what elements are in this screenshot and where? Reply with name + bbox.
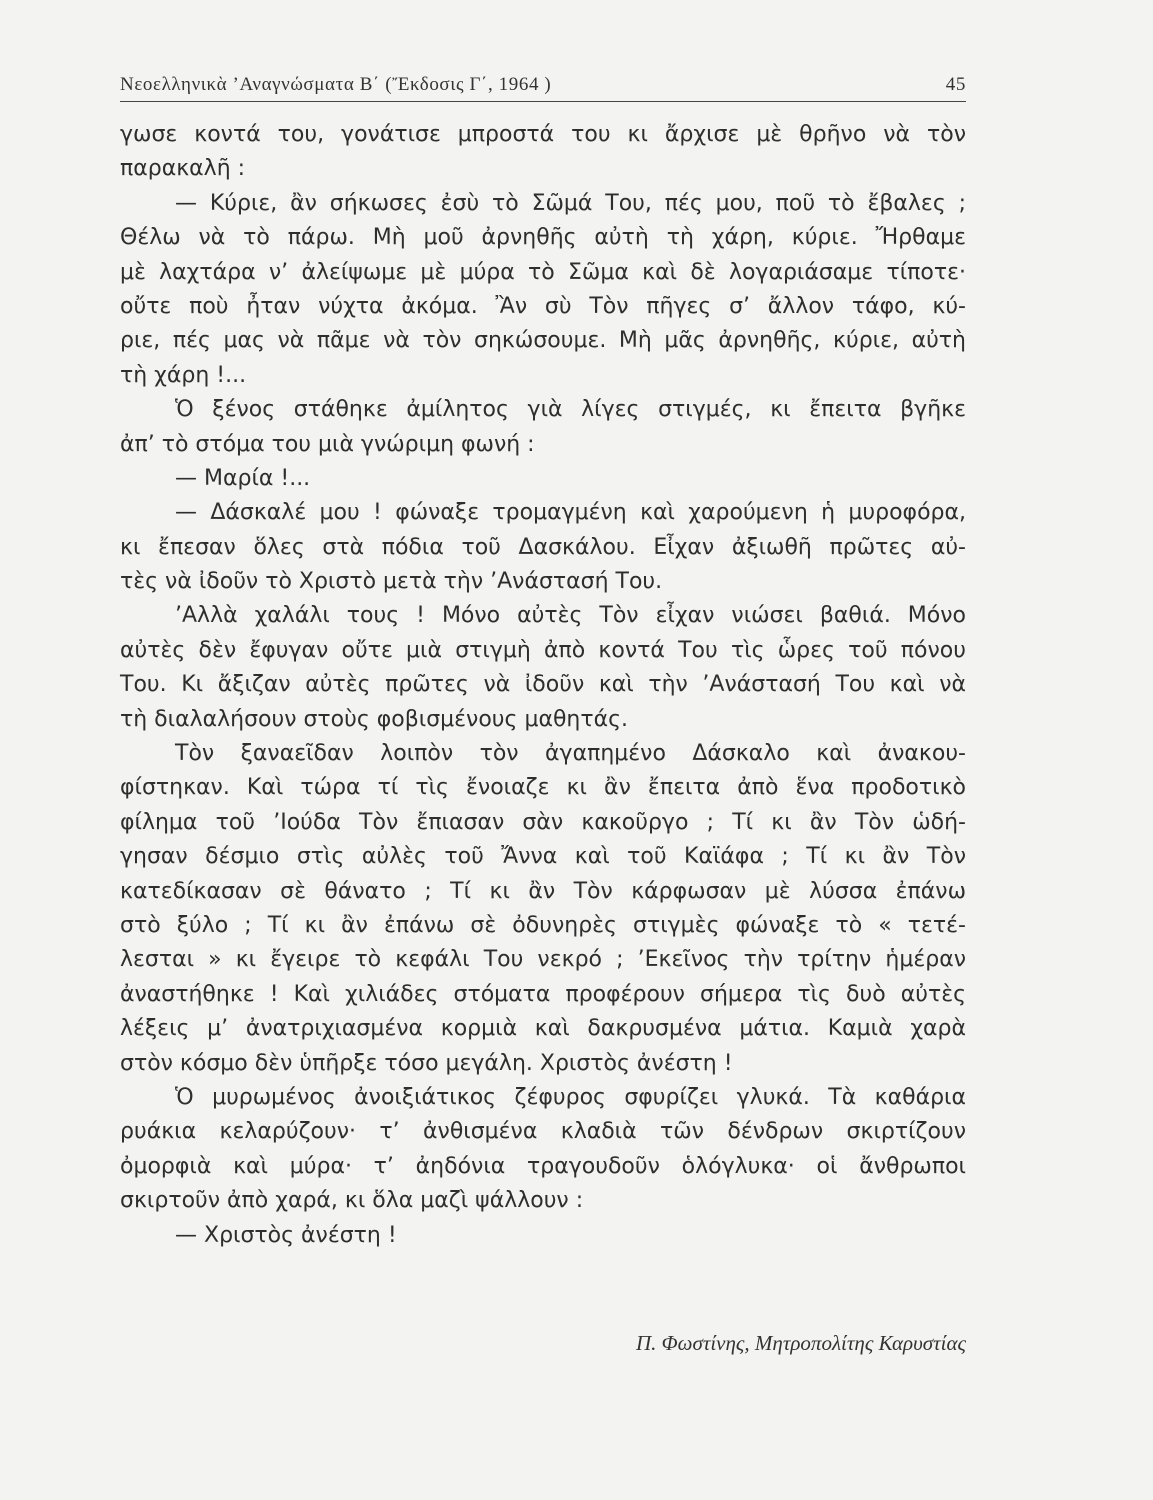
text-line: — Χριστὸς ἀνέστη ! <box>175 1222 397 1248</box>
text-line: ’Αλλὰ χαλάλι τους ! Μόνο αὐτὲς Τὸν εἶχαν νιώσει βαθιά. Μόνο <box>175 603 966 629</box>
text-line: τὲς νὰ ἰδοῦν τὸ Χριστὸ μετὰ τὴν ’Ανάστασή Του. <box>120 569 663 595</box>
text-line: Ὁ ξένος στάθηκε ἀμίλητος γιὰ λίγες στιγμές, κι ἔπειτα βγῆκε <box>175 397 966 423</box>
text-line: γησαν δέσμιο στὶς αὐλὲς τοῦ Ἄννα καὶ τοῦ Καϊάφα ; Τί κι ἂν Τὸν <box>120 844 966 870</box>
running-header <box>120 74 966 96</box>
text-line: γωσε κοντά του, γονάτισε μπροστά του κι ἄρχισε μὲ θρῆνο νὰ τὸν <box>120 122 966 147</box>
author-signature: Π. Φωστίνης, Μητροπολίτης Καρυστίας <box>635 1331 966 1355</box>
text-line: λεσται » κι ἔγειρε τὸ κεφάλι Του νεκρό ; ’Εκεῖνος τὴν τρίτην ἡμέραν <box>120 947 966 973</box>
text-line: ριε, πές μας νὰ πᾶμε νὰ τὸν σηκώσουμε. Μὴ μᾶς ἀρνηθῆς, κύριε, αὐτὴ <box>120 328 966 354</box>
text-line: στὸ ξύλο ; Τί κι ἂν ἐπάνω σὲ ὀδυνηρὲς στιγμὲς φώναξε τὸ « τετέ- <box>120 912 966 938</box>
text-line: — Μαρία !... <box>175 465 311 491</box>
page-number: 45 <box>945 74 966 95</box>
text-line: Του. Κι ἄξιζαν αὐτὲς πρῶτες νὰ ἰδοῦν καὶ τὴν ’Ανάστασή Του καὶ νὰ <box>120 672 966 698</box>
text-line: ἀναστήθηκε ! Καὶ χιλιάδες στόματα προφέρουν σήμερα τὶς δυὸ αὐτὲς <box>120 981 966 1007</box>
text-line: — Δάσκαλέ μου ! φώναξε τρομαγμένη καὶ χαρούμενη ἡ μυροφόρα, <box>175 500 966 526</box>
text-line: κατεδίκασαν σὲ θάνατο ; Τί κι ἂν Τὸν κάρφωσαν μὲ λύσσα ἐπάνω <box>120 878 966 904</box>
text-line: μὲ λαχτάρα ν’ ἀλείψωμε μὲ μύρα τὸ Σῶμα καὶ δὲ λογαριάσαμε τίποτε· <box>120 259 966 285</box>
text-line: ρυάκια κελαρύζουν· τ’ ἀνθισμένα κλαδιὰ τῶν δένδρων σκιρτίζουν <box>120 1119 966 1145</box>
text-line: τὴ διαλαλήσουν στοὺς φοβισμένους μαθητάς. <box>120 706 628 732</box>
text-line: ὀμορφιὰ καὶ μύρα· τ’ ἀηδόνια τραγουδοῦν ὁλόγλυκα· οἱ ἄνθρωποι <box>120 1153 966 1179</box>
text-line: Θέλω νὰ τὸ πάρω. Μὴ μοῦ ἀρνηθῆς αὐτὴ τὴ χάρη, κύριε. Ἤρθαμε <box>120 225 966 251</box>
text-line: Τὸν ξαναεῖδαν λοιπὸν τὸν ἀγαπημένο Δάσκαλο καὶ ἀνακου- <box>175 741 966 767</box>
text-line: φίστηκαν. Καὶ τώρα τί τὶς ἔνοιαζε κι ἂν ἔπειτα ἀπὸ ἕνα προδοτικὸ <box>120 775 966 801</box>
body-text <box>120 118 966 1253</box>
text-line: φίλημα τοῦ ’Ιούδα Τὸν ἔπιασαν σὰν κακοῦργο ; Τί κι ἂν Τὸν ὡδή- <box>120 809 966 835</box>
text-line: λέξεις μ’ ἀνατριχιασμένα κορμιὰ καὶ δακρυσμένα μάτια. Καμιὰ χαρὰ <box>120 1016 966 1042</box>
text-line: στὸν κόσμο δὲν ὑπῆρξε τόσο μεγάλη. Χριστὸς ἀνέστη ! <box>120 1050 733 1076</box>
text-line: τὴ χάρη !... <box>120 362 247 388</box>
text-line: ἀπ’ τὸ στόμα του μιὰ γνώριμη φωνή : <box>120 431 535 457</box>
text-line: οὔτε ποὺ ἦταν νύχτα ἀκόμα. Ἂν σὺ Τὸν πῆγες σ’ ἄλλον τάφο, κύ- <box>120 293 966 319</box>
header-rule <box>120 101 966 102</box>
text-line: αὐτὲς δὲν ἔφυγαν οὔτε μιὰ στιγμὴ ἀπὸ κοντά Του τὶς ὧρες τοῦ πόνου <box>120 637 966 663</box>
text-line: — Κύριε, ἂν σήκωσες ἐσὺ τὸ Σῶμά Του, πές μου, ποῦ τὸ ἔβαλες ; <box>175 190 966 216</box>
running-title: Νεοελληνικὰ ’Αναγνώσματα Β΄ (Ἔκδοσις Γ΄, 1964 ) <box>120 74 552 95</box>
text-line: σκιρτοῦν ἀπὸ χαρά, κι ὅλα μαζὶ ψάλλουν : <box>120 1188 584 1214</box>
text-line: παρακαλῆ : <box>120 156 246 182</box>
text-line: Ὁ μυρωμένος ἀνοιξιάτικος ζέφυρος σφυρίζει γλυκά. Τὰ καθάρια <box>175 1084 966 1110</box>
text-line: κι ἔπεσαν ὅλες στὰ πόδια τοῦ Δασκάλου. Εἶχαν ἀξιωθῆ πρῶτες αὐ- <box>120 534 966 560</box>
